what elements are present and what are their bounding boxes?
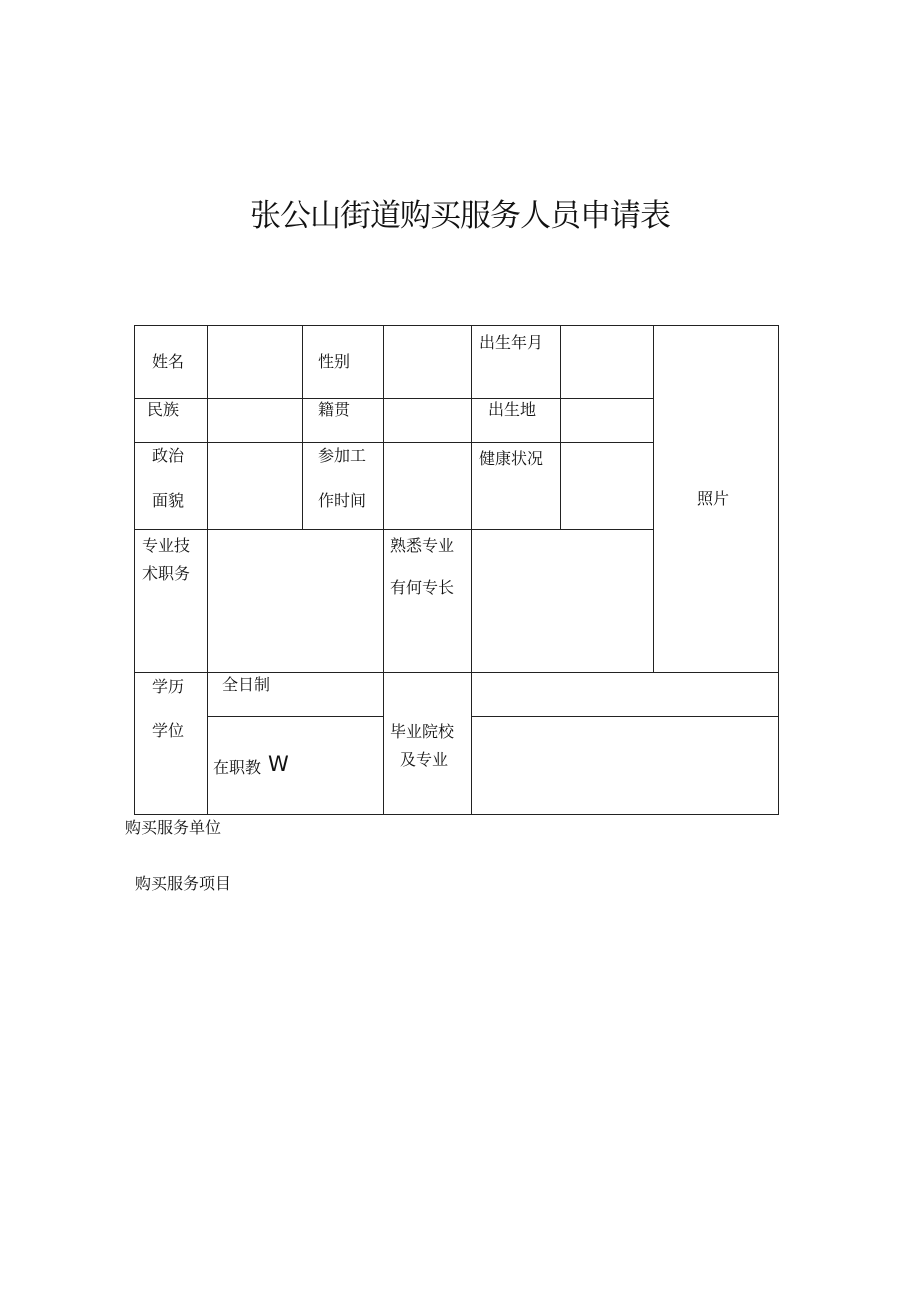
work-start-label-line2: 作时间 — [318, 491, 367, 510]
native-place-label: 籍贯 — [318, 400, 351, 419]
table-outer-border — [134, 325, 779, 815]
graduated-label-line1: 毕业院校 — [390, 722, 455, 741]
photo-label: 照片 — [697, 489, 730, 508]
service-project-label: 购买服务项目 — [135, 874, 232, 893]
in-service-label-line1: 在职教 — [213, 758, 262, 777]
name-label: 姓名 — [152, 352, 185, 371]
birthplace-label: 出生地 — [488, 400, 537, 419]
service-unit-label: 购买服务单位 — [125, 818, 222, 837]
education-label-line1: 学历 — [152, 677, 185, 696]
tech-title-label-line1: 专业技 — [142, 536, 191, 555]
expertise-label-line1: 熟悉专业 — [390, 536, 455, 555]
education-label-line2: 学位 — [152, 721, 185, 740]
political-status-label-line1: 政治 — [152, 446, 185, 465]
graduated-label-line2: 及专业 — [400, 750, 449, 769]
page-title: 张公山街道购买服务人员申请表 — [250, 198, 670, 234]
full-time-label: 全日制 — [222, 675, 271, 694]
in-service-label-line2: W — [268, 752, 289, 776]
tech-title-label-line2: 术职务 — [142, 564, 191, 583]
work-start-label-line1: 参加工 — [318, 446, 367, 465]
birth-date-label: 出生年月 — [479, 333, 544, 352]
health-label: 健康状况 — [479, 449, 544, 468]
ethnicity-label: 民族 — [147, 400, 180, 419]
gender-label: 性别 — [318, 352, 351, 371]
political-status-label-line2: 面貌 — [152, 491, 185, 510]
expertise-label-line2: 有何专长 — [390, 578, 455, 597]
